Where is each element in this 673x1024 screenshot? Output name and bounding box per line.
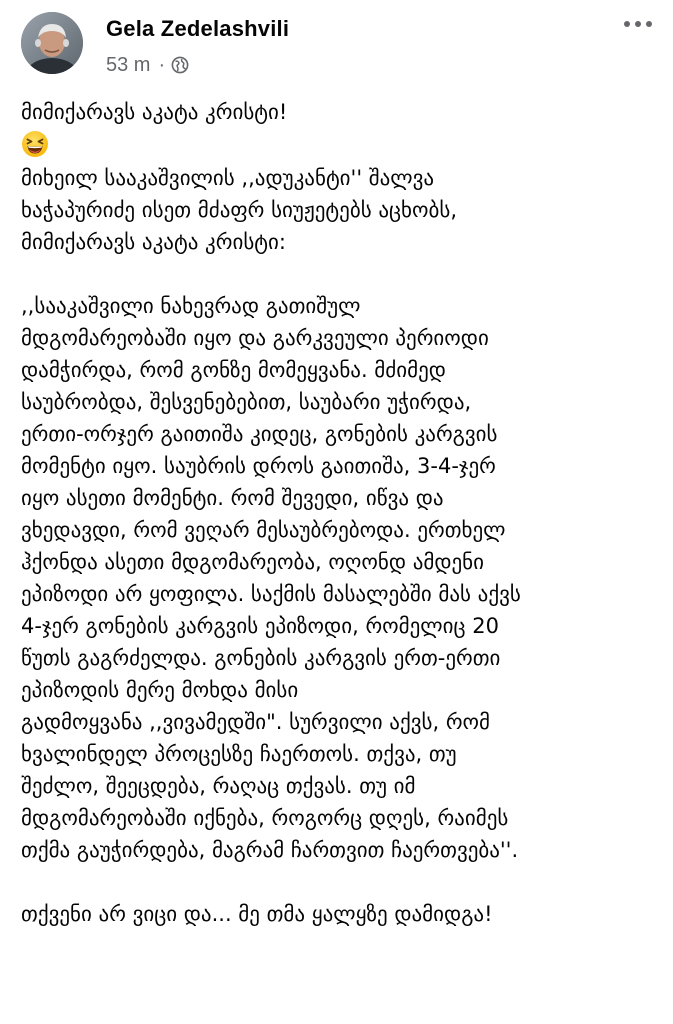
quote-line: ხვალინდელ პროცესზე ჩაერთოს. თქვა, თუ	[21, 742, 457, 766]
meta-separator: ·	[158, 53, 166, 76]
quote-line: ,,სააკაშვილი ნახევრად გათიშულ	[21, 294, 361, 318]
author-name[interactable]: Gela Zedelashvili	[106, 16, 290, 41]
post-header	[0, 0, 673, 90]
laughing-face-emoji	[21, 130, 661, 162]
quote-line: გადმოყვანა ,,ვივამედში". სურვილი აქვს, რომ	[21, 710, 491, 734]
post-timestamp[interactable]: 53 m	[106, 53, 151, 76]
quote-line: ჰქონდა ასეთი მდგომარეობა, ოღონდ ამდენი	[21, 550, 485, 574]
avatar-photo-icon	[21, 12, 83, 74]
post-text	[21, 96, 661, 930]
paragraph-spacer	[21, 866, 661, 898]
globe-icon[interactable]	[171, 56, 189, 74]
quote-line: შეძლო, შეეცდება, რაღაც თქვას. თუ იმ	[21, 774, 416, 798]
post-closing-line: თქვენი არ ვიცი და... მე თმა ყალყზე დამიდგა!	[21, 902, 493, 926]
post-intro-line: მიმიქარავს აკატა კრისტი!	[21, 100, 288, 124]
quote-line: ეპიზოდის მერე მოხდა მისი	[21, 678, 299, 702]
quote-line: საუბრობდა, შესვენებებით, საუბარი უჭირდა,	[21, 390, 472, 414]
paragraph-spacer	[21, 258, 661, 290]
quote-line: მდგომარეობაში იქნება, როგორც დღეს, რაიმეს	[21, 806, 509, 830]
more-dots-icon	[620, 12, 656, 36]
post-paragraph-line: მიხეილ სააკაშვილის ,,ადუკანტი'' შალვა	[21, 166, 435, 190]
quote-line: მდგომარეობაში იყო და გარკვეული პერიოდი	[21, 326, 489, 350]
quote-line: ეპიზოდი არ ყოფილა. საქმის მასალებში მას აქვს	[21, 582, 521, 606]
quote-line: ვხედავდი, რომ ვეღარ მესაუბრებოდა. ერთხელ	[21, 518, 506, 542]
quote-line: თქმა გაუჭირდება, მაგრამ ჩართვით ჩაერთვება''.	[21, 838, 519, 862]
quote-line: წუთს გაგრძელდა. გონების კარგვის ერთ-ერთი	[21, 646, 501, 670]
post-meta	[106, 54, 189, 76]
more-options-button[interactable]	[620, 12, 656, 36]
post-paragraph-line: მიმიქარავს აკატა კრისტი:	[21, 230, 286, 254]
quote-line: მომენტი იყო. საუბრის დროს გაითიშა, 3-4-ჯერ	[21, 454, 496, 478]
quote-line: ერთი-ორჯერ გაითიშა კიდეც, გონების კარგვის	[21, 422, 498, 446]
quote-line: 4-ჯერ გონების კარგვის ეპიზოდი, რომელიც 20	[21, 614, 499, 638]
post-paragraph-line: ხაჭაპურიძე ისეთ მძაფრ სიუჟეტებს აცხობს,	[21, 198, 457, 222]
laughing-emoji-icon	[21, 130, 49, 158]
author-avatar[interactable]	[21, 12, 83, 74]
quote-line: იყო ასეთი მომენტი. რომ შევედი, იწვა და	[21, 486, 444, 510]
quote-line: დამჭირდა, რომ გონზე მომეყვანა. მძიმედ	[21, 358, 446, 382]
